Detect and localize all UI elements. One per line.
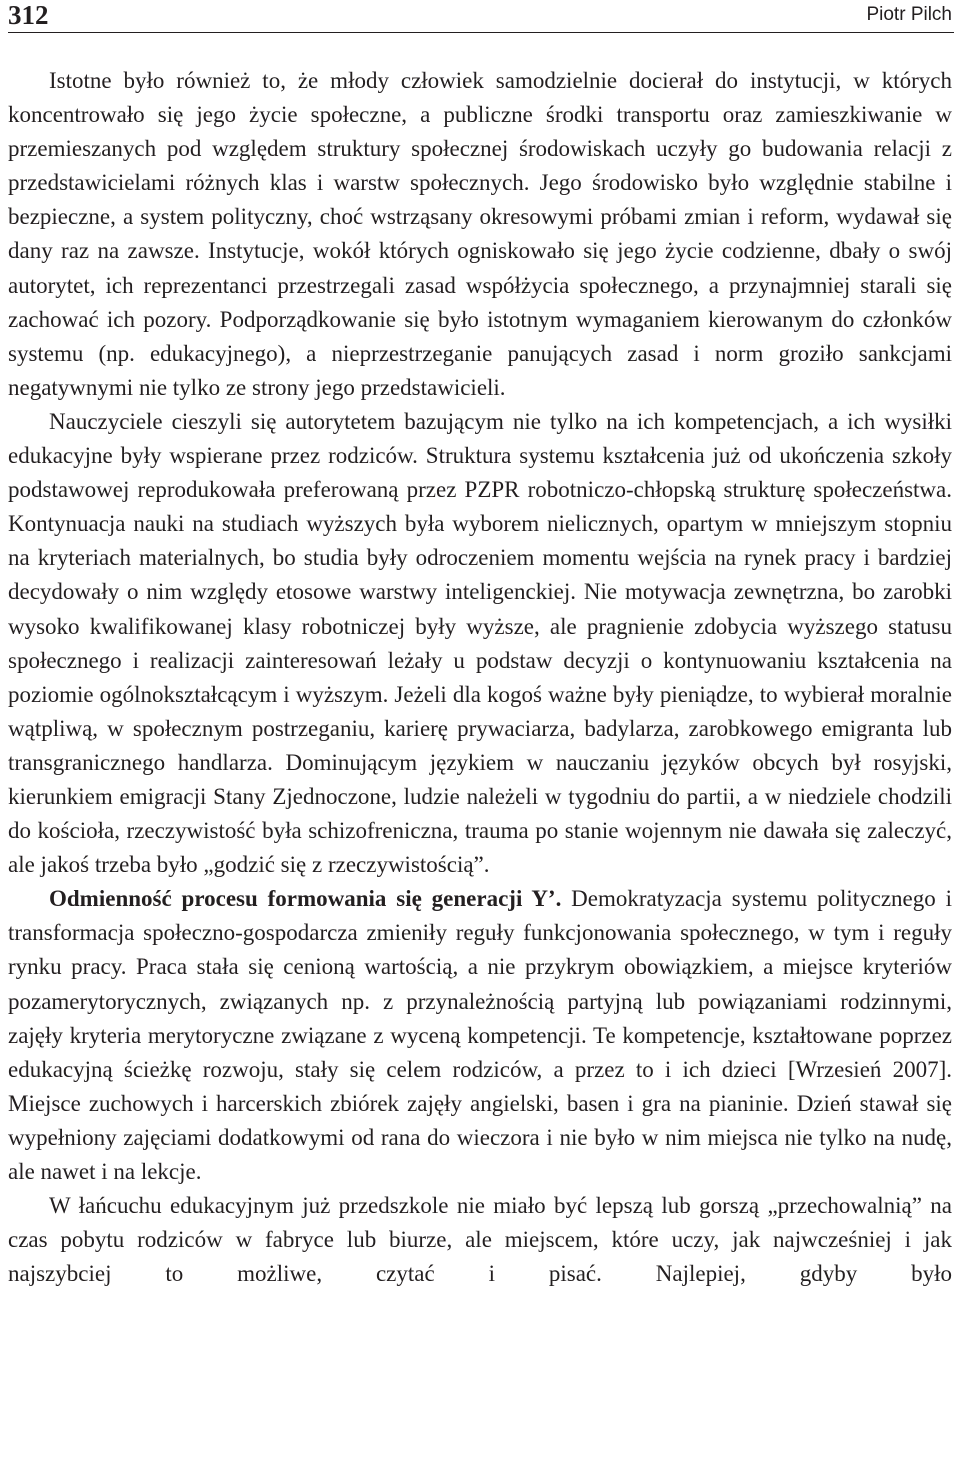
page-header <box>8 0 954 33</box>
paragraph-1: Istotne było również to, że młody człowiek samodzielnie docierał do instytucji, w których koncentrowało się jego życie społeczne, a publiczne środki transportu oraz zamieszkiwanie w przemieszanych pod względem struktury społecznej środowiskach uczyły go budowania relacji z przedstawicielami różnych klas i warstw społecznych. Jego środowisko było względnie stabilne i bezpieczne, a system polityczny, choć wstrząsany okresowymi próbami zmian i reform, wydawał się dany raz na zawsze. Instytucje, wokół których ogniskowało się jego życie codzienne, dbały o swój autorytet, ich reprezentanci przestrzegali zasad współżycia społecznego, a przynajmniej starali się zachować ich pozory. Podporządkowanie się było istotnym wymaganiem kierowanym do członków systemu (np. edukacyjnego), a nieprzestrzeganie panujących zasad i norm groziło sankcjami negatywnymi nie tylko ze strony jego przedstawicieli. <box>8 68 952 400</box>
paragraph-2: Nauczyciele cieszyli się autorytetem bazującym nie tylko na ich kompetencjach, a ich wysiłki edukacyjne były wspierane przez rodziców. Struktura systemu kształcenia już od ukończenia szkoły podstawowej reprodukowała preferowaną przez PZPR robotniczo-chłopską strukturę społeczeństwa. Kontynuacja nauki na studiach wyższych była wyborem nielicznych, opartym w mniejszym stopniu na kryteriach materialnych, bo studia były odroczeniem momentu wejścia na rynek pracy i bardziej decydowały o nim względy etosowe warstwy inteligenckiej. Nie motywacja zewnętrzna, bo zarobki wysoko kwalifikowanej klasy robotniczej były wyższe, ale pragnienie zdobycia wyższego statusu społecznego i realizacji zainteresowań leżały u podstaw decyzji o kontynuowaniu kształcenia na poziomie ogólnokształcącym i wyższym. Jeżeli dla kogoś ważne były pieniądze, to wybierał moralnie wątpliwą, w społecznym postrzeganiu, karierę prywaciarza, badylarza, zarobkowego emigranta lub transgranicznego handlarza. Dominującym językiem w nauczaniu języków obcych był rosyjski, kierunkiem emigracji Stany Zjednoczone, ludzie należeli w tygodniu do partii, a w niedziele chodzili do kościoła, rzeczywistość była schizofreniczna, trauma po stanie wojennym nie dawała się zaleczyć, ale jakoś trzeba było „godzić się z rzeczywistością”. <box>8 408 952 878</box>
body-text <box>8 64 952 1291</box>
paragraph-3 <box>8 882 952 1189</box>
running-head-author: Piotr Pilch <box>866 4 952 25</box>
paragraph-4: W łańcuchu edukacyjnym już przedszkole nie miało być lepszą lub gorszą „przechowalnią” na czas pobytu rodziców w fabryce lub biurze, ale miejscem, które uczy, jak najwcześniej i jak najszybciej to możliwe, czytać i pisać. Najlepiej, gdyby było <box>8 1193 952 1287</box>
section-heading: Odmienność procesu formowania się generacji Y’. <box>49 886 562 912</box>
paragraph-3-text: Demokratyzacja systemu politycznego i transformacja społeczno-gospodarcza zmieniły reguły funkcjonowania społecznego, w tym i reguły rynku pracy. Praca stała się cenioną wartością, a nie przykrym obowiązkiem, a miejsce kryteriów pozamerytorycznych, związanych np. z przynależnością partyjną lub powiązaniami rodzinnymi, zajęły kryteria merytoryczne związane z wyceną kompetencji. Te kompetencje, kształtowane poprzez edukacyjną ścieżkę rozwoju, stały się celem rodziców, a przez to i ich dzieci [Wrzesień 2007]. Miejsce zuchowych i harcerskich zbiórek zajęły angielski, basen i gra na pianinie. Dzień stawał się wypełniony zajęciami dodatkowymi od rana do wieczora i nie było w nim miejsca nie tylko na nudę, ale nawet i na lekcje. <box>8 886 952 1184</box>
page-number: 312 <box>8 0 49 30</box>
